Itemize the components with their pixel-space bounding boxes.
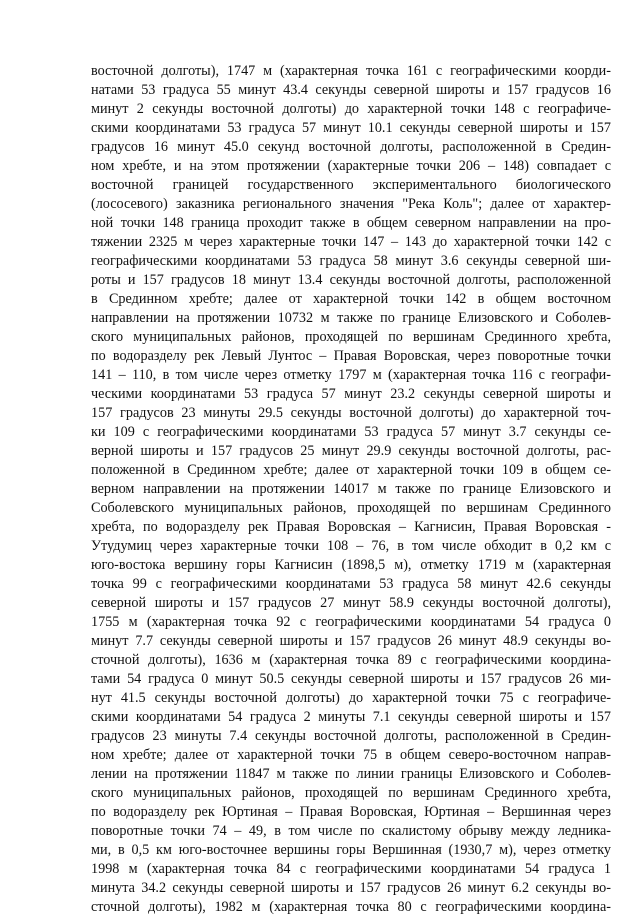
text-line: минут 7.7 секунды северной широты и 157 градусов 26 минут 48.9 секунды во- [91, 633, 611, 649]
text-line: юго-востока вершину горы Кагнисин (1898,5 м), отметку 1719 м (характерная [91, 557, 611, 573]
text-line: верном направлении на протяжении 14017 м также по границе Елизовского и [91, 481, 611, 497]
text-line: сточной долготы), 1982 м (характерная точка 80 с географическими координа- [91, 899, 611, 915]
text-line: сточной долготы), 1636 м (характерная точка 89 с географическими координа- [91, 652, 611, 668]
text-line: в Срединном хребте; далее от характерной точки 142 в общем восточном [91, 291, 611, 307]
text-line: тяжении 2325 м через характерные точки 147 – 143 до характерной точки 142 с [91, 234, 611, 250]
text-line: ном хребте, и на этом протяжении (характерные точки 206 – 148) совпадает с [91, 158, 611, 174]
text-line: минута 34.2 секунды северной широты и 157 градусов 26 минут 6.2 секунды во- [91, 880, 611, 896]
text-line: ческими координатами 53 градуса 57 минут 23.2 секунды северной широты и [91, 386, 611, 402]
text-line: восточной долготы), 1747 м (характерная точка 161 с географическими коорди- [91, 63, 611, 79]
text-line: тами 54 градуса 0 минут 50.5 секунды северной широты и 157 градусов 26 ми- [91, 671, 611, 687]
text-line: натами 53 градуса 55 минут 43.4 секунды северной широты и 157 градусов 16 [91, 82, 611, 98]
text-line: направлении на протяжении 10732 м также по границе Елизовского и Соболев- [91, 310, 611, 326]
text-line: ной точки 148 граница проходит также в общем северном направлении на про- [91, 215, 611, 231]
text-line: 1755 м (характерная точка 92 с географическими координатами 54 градуса 0 [91, 614, 611, 630]
text-line: скими координатами 54 градуса 2 минуты 7.1 секунды северной широты и 157 [91, 709, 611, 725]
text-line: Утудумиц через характерные точки 108 – 76, в том числе обходит в 0,2 км с [91, 538, 611, 554]
text-line: 141 – 110, в том числе через отметку 1797 м (характерная точка 116 с географи- [91, 367, 611, 383]
text-line: ми, в 0,5 км юго-восточнее вершины горы Вершинная (1930,7 м), через отметку [91, 842, 611, 858]
text-line: ном хребте; далее от характерной точки 75 в общем северо-восточном направ- [91, 747, 611, 763]
text-line: ки 109 с географическими координатами 53 градуса 57 минут 3.7 секунды се- [91, 424, 611, 440]
text-line: 157 градусов 23 минуты 29.5 секунды восточной долготы) до характерной точ- [91, 405, 611, 421]
text-line: лении на протяжении 11847 м также по линии границы Елизовского и Соболев- [91, 766, 611, 782]
text-line: поворотные точки 74 – 49, в том числе по скалистому обрыву между ледника- [91, 823, 611, 839]
document-body [91, 62, 611, 917]
text-line: северной широты и 157 градусов 27 минут 58.9 секунды восточной долготы), [91, 595, 611, 611]
text-line: нут 41.5 секунды восточной долготы) до характерной точки 75 с географиче- [91, 690, 611, 706]
text-line: градусов 23 минуты 7.4 секунды восточной долготы, расположенной в Средин- [91, 728, 611, 744]
text-line: 1998 м (характерная точка 84 с географическими координатами 54 градуса 1 [91, 861, 611, 877]
text-line: восточной границей государственного экспериментального биологического [91, 177, 611, 193]
text-line: (лососевого) заказника регионального значения "Река Коль"; далее от характер- [91, 196, 611, 212]
text-line: градусов 16 минут 45.0 секунд восточной долготы, расположенной в Средин- [91, 139, 611, 155]
text-line: роты и 157 градусов 18 минут 13.4 секунды восточной долготы, расположенной [91, 272, 611, 288]
text-line: географическими координатами 53 градуса 58 минут 3.6 секунды северной ши- [91, 253, 611, 269]
text-line: минут 2 секунды восточной долготы) до характерной точки 148 с географиче- [91, 101, 611, 117]
text-line: точка 99 с географическими координатами 53 градуса 58 минут 42.6 секунды [91, 576, 611, 592]
text-line: скими координатами 53 градуса 57 минут 10.1 секунды северной широты и 157 [91, 120, 611, 136]
text-line: ского муниципальных районов, проходящей по вершинам Срединного хребта, [91, 785, 611, 801]
text-line: положенной в Срединном хребте; далее от характерной точки 109 в общем се- [91, 462, 611, 478]
text-line: ского муниципальных районов, проходящей по вершинам Срединного хребта, [91, 329, 611, 345]
text-line: Соболевского муниципальных районов, проходящей по вершинам Срединного [91, 500, 611, 516]
text-line: по водоразделу рек Юртиная – Правая Воровская, Юртиная – Вершинная через [91, 804, 611, 820]
text-line: по водоразделу рек Левый Лунтос – Правая Воровская, через поворотные точки [91, 348, 611, 364]
text-line: верной широты и 157 градусов 25 минут 29.9 секунды восточной долготы, рас- [91, 443, 611, 459]
text-line: хребта, по водоразделу рек Правая Воровская – Кагнисин, Правая Воровская - [91, 519, 611, 535]
